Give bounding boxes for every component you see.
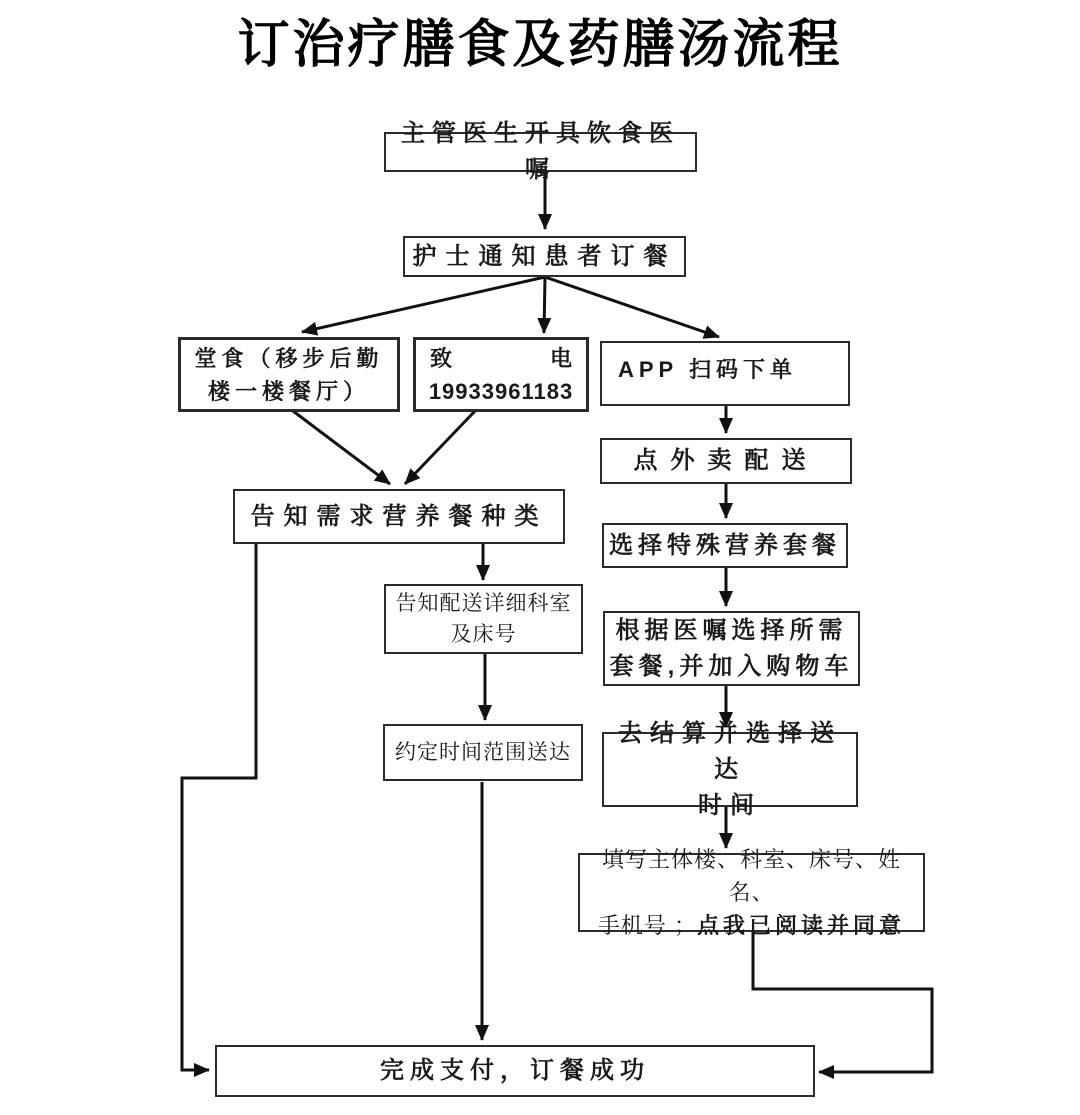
node-phone-word-left: 致	[430, 345, 453, 371]
node-nurse-notify-label: 护士通知患者订餐	[412, 242, 677, 270]
arrow-dinein-to-mealtype	[293, 411, 390, 484]
node-phone-word-row	[416, 342, 586, 375]
node-fill-info-line2-normal: 手机号 ；	[597, 913, 698, 938]
node-choose-package-label: 选择特殊营养套餐	[609, 531, 841, 559]
node-phone-word-right: 电	[549, 345, 572, 371]
node-nurse-notify	[403, 236, 686, 277]
node-dine-in	[178, 337, 400, 412]
node-payment-done-label: 完成支付，订餐成功	[380, 1057, 650, 1084]
node-tell-dept-bed	[384, 584, 583, 654]
node-payment-done	[215, 1045, 815, 1097]
node-doctor-order	[384, 120, 697, 183]
node-tell-dept-bed-line1: 告知配送详细科室	[395, 591, 572, 615]
node-app-order-label: APP 扫码下单	[618, 357, 797, 382]
node-tell-meal-type-label: 告知需求营养餐种类	[250, 502, 548, 530]
arrow-phone-to-mealtype	[405, 411, 475, 484]
node-checkout-line2: 时间	[698, 791, 762, 819]
node-doctor-order-label: 主管医生开具饮食医嘱	[401, 120, 680, 183]
node-dine-in-line2: 楼一楼餐厅）	[207, 378, 370, 404]
node-fill-info	[578, 847, 925, 938]
node-dine-in-line1: 堂食（移步后勤	[194, 345, 384, 371]
node-choose-package	[602, 523, 848, 568]
node-agree-time	[383, 724, 583, 781]
node-takeout-label: 点外卖配送	[633, 447, 819, 474]
node-order-cart	[603, 611, 860, 686]
node-checkout-line1: 去结算并选择送达	[618, 719, 842, 783]
node-checkout	[602, 719, 858, 819]
node-phone	[413, 337, 589, 412]
node-fill-info-line2	[598, 909, 905, 942]
node-takeout	[600, 438, 852, 484]
node-app-order	[600, 341, 850, 406]
node-order-cart-line1: 根据医嘱选择所需	[615, 616, 848, 644]
arrow-mealtype-to-payment-left	[182, 544, 256, 1070]
arrow-nurse-to-dinein	[302, 277, 545, 332]
page-title: 订治疗膳食及药膳汤流程	[237, 16, 843, 74]
node-fill-info-line2-bold: 点我已阅读并同意	[697, 913, 906, 938]
arrow-nurse-to-app	[545, 277, 719, 337]
node-agree-time-label: 约定时间范围送达	[395, 740, 571, 764]
node-phone-number: 19933961183	[428, 378, 574, 404]
node-tell-dept-bed-line2: 及床号	[450, 623, 517, 646]
node-fill-info-line1: 填写主体楼、科室、床号、姓名、	[601, 847, 901, 905]
node-tell-meal-type	[233, 489, 565, 544]
node-order-cart-line2: 套餐,并加入购物车	[609, 652, 854, 680]
arrow-nurse-to-phone	[544, 277, 545, 333]
